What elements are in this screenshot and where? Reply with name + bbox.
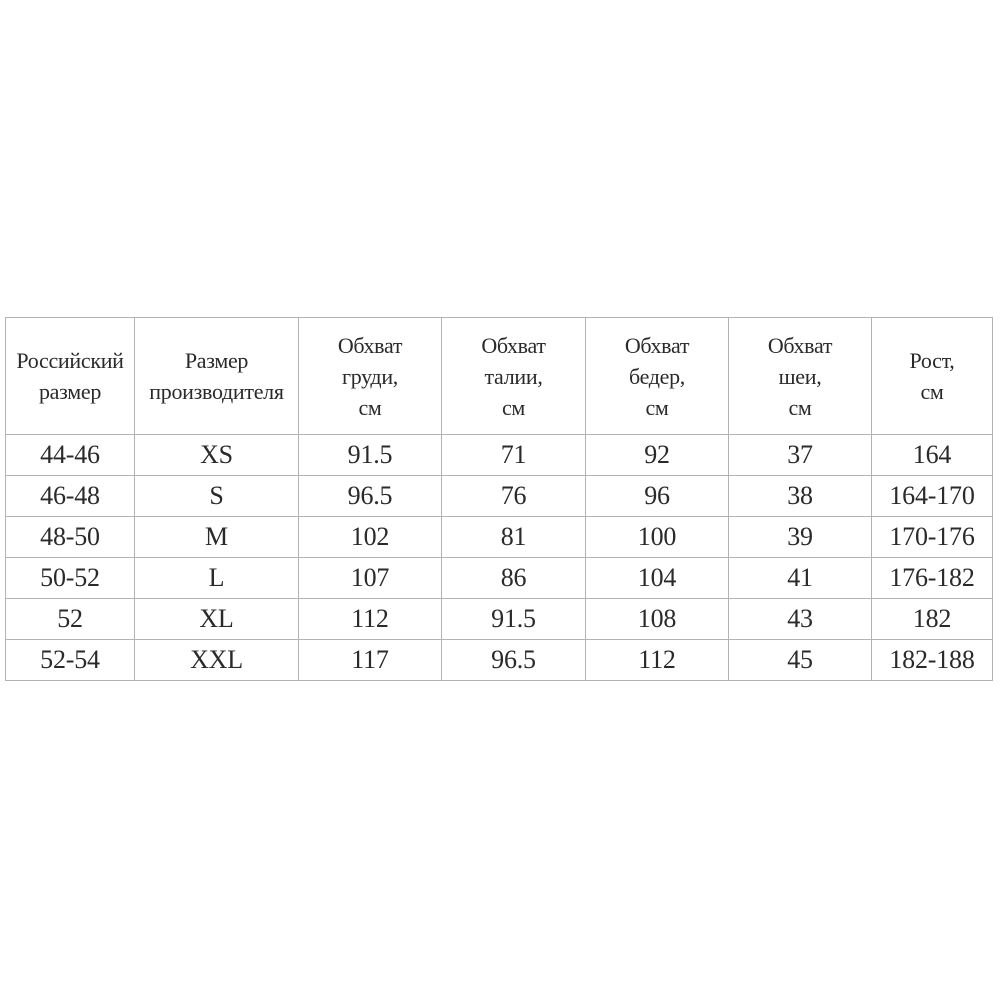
table-row — [6, 517, 993, 558]
cell-russian-size: 52-54 — [6, 640, 135, 681]
cell-waist: 71 — [442, 435, 586, 476]
header-text: Российский — [16, 348, 124, 373]
cell-russian-size: 48-50 — [6, 517, 135, 558]
cell-height: 170-176 — [872, 517, 993, 558]
cell-manufacturer-size: S — [135, 476, 299, 517]
cell-neck: 38 — [729, 476, 872, 517]
cell-russian-size: 52 — [6, 599, 135, 640]
cell-height: 182-188 — [872, 640, 993, 681]
cell-neck: 45 — [729, 640, 872, 681]
header-text: Размер — [184, 348, 249, 373]
cell-chest: 117 — [299, 640, 442, 681]
cell-russian-size: 46-48 — [6, 476, 135, 517]
cell-waist: 76 — [442, 476, 586, 517]
cell-manufacturer-size: XS — [135, 435, 299, 476]
cell-waist: 86 — [442, 558, 586, 599]
cell-height: 164-170 — [872, 476, 993, 517]
header-russian-size — [6, 318, 135, 435]
table-row — [6, 435, 993, 476]
cell-hips: 100 — [586, 517, 729, 558]
cell-neck: 43 — [729, 599, 872, 640]
cell-height: 176-182 — [872, 558, 993, 599]
cell-waist: 91.5 — [442, 599, 586, 640]
header-hips — [586, 318, 729, 435]
header-height — [872, 318, 993, 435]
cell-neck: 41 — [729, 558, 872, 599]
cell-hips: 108 — [586, 599, 729, 640]
cell-neck: 37 — [729, 435, 872, 476]
cell-chest: 112 — [299, 599, 442, 640]
table-row — [6, 476, 993, 517]
table-row — [6, 640, 993, 681]
header-text: бедер, — [628, 363, 686, 389]
header-text: производителя — [149, 379, 284, 404]
cell-waist: 96.5 — [442, 640, 586, 681]
cell-neck: 39 — [729, 517, 872, 558]
header-waist — [442, 318, 586, 435]
cell-chest: 102 — [299, 517, 442, 558]
header-text: Обхват — [767, 332, 833, 358]
cell-chest: 96.5 — [299, 476, 442, 517]
cell-waist: 81 — [442, 517, 586, 558]
header-text: талии, — [484, 363, 543, 389]
header-row — [6, 318, 993, 435]
header-neck — [729, 318, 872, 435]
header-text: размер — [38, 379, 102, 404]
header-text: шеи, — [778, 363, 822, 389]
header-text: см — [645, 394, 669, 420]
cell-height: 164 — [872, 435, 993, 476]
header-text: Обхват — [624, 332, 690, 358]
header-text: Обхват — [481, 332, 546, 358]
cell-hips: 96 — [586, 476, 729, 517]
table-row — [6, 558, 993, 599]
size-chart-table — [5, 317, 993, 681]
cell-manufacturer-size: XL — [135, 599, 299, 640]
cell-hips: 92 — [586, 435, 729, 476]
header-text: см — [358, 394, 382, 420]
cell-manufacturer-size: L — [135, 558, 299, 599]
header-text: см — [788, 394, 812, 420]
cell-chest: 91.5 — [299, 435, 442, 476]
header-chest — [299, 318, 442, 435]
header-text: груди, — [341, 363, 398, 389]
header-text: Обхват — [337, 332, 403, 358]
cell-manufacturer-size: M — [135, 517, 299, 558]
header-text: см — [501, 394, 526, 420]
cell-height: 182 — [872, 599, 993, 640]
header-text: см — [920, 379, 944, 404]
table-row — [6, 599, 993, 640]
cell-russian-size: 44-46 — [6, 435, 135, 476]
cell-manufacturer-size: XXL — [135, 640, 299, 681]
header-text: Рост, — [909, 348, 955, 373]
header-manufacturer-size — [135, 318, 299, 435]
cell-russian-size: 50-52 — [6, 558, 135, 599]
cell-hips: 112 — [586, 640, 729, 681]
cell-chest: 107 — [299, 558, 442, 599]
cell-hips: 104 — [586, 558, 729, 599]
